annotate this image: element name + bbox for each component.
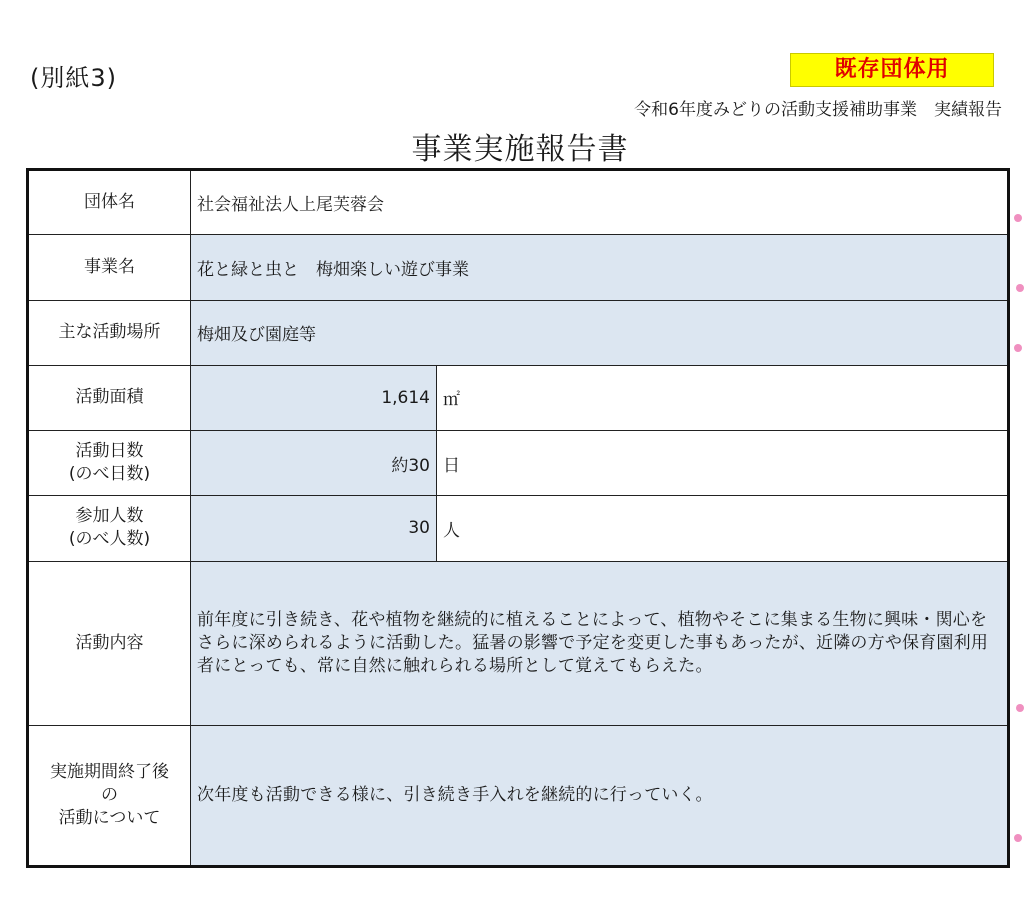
row-project bbox=[28, 235, 1009, 300]
participants-unit: 人 bbox=[437, 496, 1009, 561]
decorative-dot bbox=[1014, 834, 1022, 842]
days-unit: 日 bbox=[437, 431, 1009, 496]
status-badge: 既存団体用 bbox=[790, 53, 994, 87]
row-organization bbox=[28, 170, 1009, 235]
days-label bbox=[28, 431, 191, 496]
participants-label bbox=[28, 496, 191, 561]
row-location bbox=[28, 300, 1009, 365]
decorative-dot bbox=[1014, 344, 1022, 352]
row-area bbox=[28, 365, 1009, 430]
attachment-label: (別紙3) bbox=[30, 64, 117, 92]
organization-label: 団体名 bbox=[28, 170, 191, 235]
days-label-line1: 活動日数 bbox=[75, 441, 144, 462]
participants-label-line1: 参加人数 bbox=[75, 506, 144, 527]
organization-value[interactable]: 社会福祉法人上尾芙蓉会 bbox=[191, 170, 1009, 235]
decorative-dot bbox=[1016, 704, 1024, 712]
future-label bbox=[28, 726, 191, 867]
decorative-dot bbox=[1014, 214, 1022, 222]
future-value[interactable] bbox=[191, 726, 1009, 867]
area-unit: ㎡ bbox=[437, 365, 1009, 430]
location-label: 主な活動場所 bbox=[28, 300, 191, 365]
days-value[interactable]: 約30 bbox=[191, 431, 437, 496]
report-table bbox=[26, 168, 1010, 868]
future-text: 次年度も活動できる様に、引き続き手入れを継続的に行っていく。 bbox=[197, 785, 713, 806]
report-subtitle: 令和6年度みどりの活動支援補助事業 実績報告 bbox=[634, 100, 1002, 120]
future-label-line3: 活動について bbox=[58, 808, 161, 829]
content-label: 活動内容 bbox=[28, 561, 191, 726]
participants-value[interactable]: 30 bbox=[191, 496, 437, 561]
location-value[interactable]: 梅畑及び園庭等 bbox=[191, 300, 1009, 365]
decorative-dot bbox=[1016, 284, 1024, 292]
future-label-line1: 実施期間終了後 bbox=[50, 762, 169, 783]
row-participants bbox=[28, 496, 1009, 561]
days-label-line2: (のべ日数) bbox=[68, 464, 151, 485]
row-future bbox=[28, 726, 1009, 867]
project-label: 事業名 bbox=[28, 235, 191, 300]
content-value[interactable] bbox=[191, 561, 1009, 726]
row-content bbox=[28, 561, 1009, 726]
area-label: 活動面積 bbox=[28, 365, 191, 430]
project-value[interactable]: 花と緑と虫と 梅畑楽しい遊び事業 bbox=[191, 235, 1009, 300]
future-label-line2: の bbox=[101, 785, 118, 806]
area-value[interactable]: 1,614 bbox=[191, 365, 437, 430]
participants-label-line2: (のべ人数) bbox=[68, 529, 151, 550]
row-days bbox=[28, 431, 1009, 496]
content-text: 前年度に引き続き、花や植物を継続的に植えることによって、植物やそこに集まる生物に興味・関心をさらに深められるように活動した。猛暑の影響で予定を変更した事もあったが、近隣の方や保育園利用者にとっても、常に自然に触れられる場所として覚えてもらえた。 bbox=[197, 609, 989, 676]
page-title: 事業実施報告書 bbox=[411, 132, 629, 167]
